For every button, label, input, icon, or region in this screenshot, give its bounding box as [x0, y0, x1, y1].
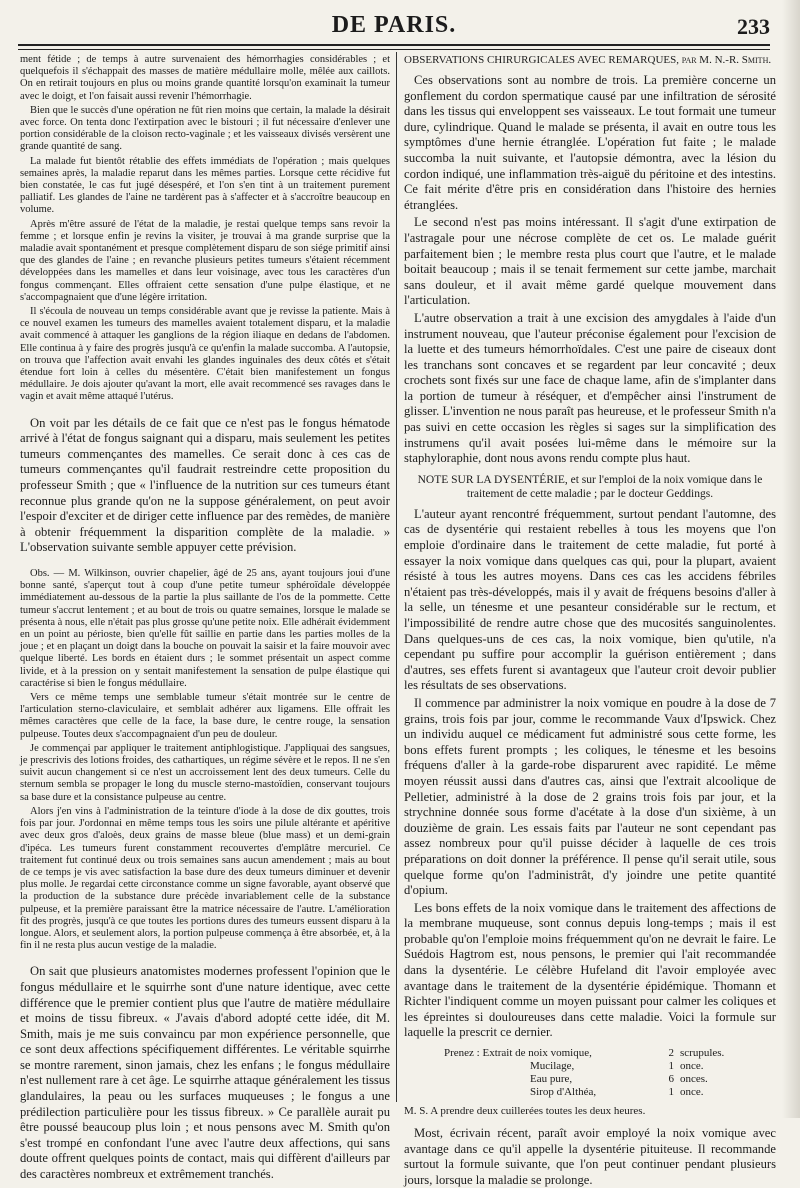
- paragraph: L'autre observation a trait à une excision des amygdales à l'aide d'un instrument nouveau, que l'auteur préconise également pour l'excision de la luette et des tumeurs hémorrhoïdales. C'est une paire de ciseaux dont les tranchans sont concaves et se regardent par leur concavité ; deux crochets sont fixés sur une face de chaque lame, afin de s'implanter dans la portion de tumeur à réséquer, et d'empêcher ainsi l'instrument de glisser. L'invention ne nous paraît pas heureuse, et le professeur Smith n'a pas suivi en cette occasion les règles si sages sur la simplification des instrumens qu'il avait posées lui-même dans le mémoire sur la staphyloraphie, dont nous avons rendu compte plus haut.: [404, 310, 776, 466]
- paragraph: ment fétide ; de temps à autre survenaient des hémorrhagies considérables ; et quelquefois il s'échappait des masses de matière médullaire molle, mêlée aux caillots. On en retirait toujours en plus ou moins grande quantité lorsqu'on examinait la tumeur avec le doigt, et l'on faisait aussi revenir l'hémorrhagie.: [20, 54, 390, 102]
- running-head: [18, 10, 770, 40]
- paragraph: Il s'écoula de nouveau un temps considérable avant que je revisse la patiente. Mais à ce nouvel examen les tumeurs des mamelles avaient totalement disparu, et la maladie avait commencé à attaquer les ganglions de la région iliaque en dedans de l'abdomen. Elle continua à y faire des progrès jusqu'à ce qu'enfin la malade succomba. A l'autopsie, on trouva que l'affection avait envahi les glandes inguinales des deux côtés et s'était étendue fort loin à celles du mésentère. C'était bien manifestement un fongus médullaire. Je dois ajouter qu'avant la mort, elle avait recommencé ses ravages dans le vagin et avait même attaqué l'utérus.: [20, 306, 390, 403]
- paragraph: Most, écrivain récent, paraît avoir employé la noix vomique avec avantage dans ce qu'il appelle la dysentérie pituiteuse. Il recommande surtout la formule suivante, que l'on peut continuer pendant plusieurs jours, lorsque la maladie se prolonge.: [404, 1126, 776, 1187]
- ingredient-quantity: 1: [668, 1060, 674, 1073]
- paragraph: Les bons effets de la noix vomique dans le traitement des affections de la membrane muqueuse, sont connus depuis long-temps ; mais il est probable qu'on l'emploie moins fréquemment qu'on ne devrait le faire. Le Suédois Hagtrom est, nous pensons, le premier qui l'ait recommandée dans la dysentérie. Le célèbre Hufeland dit l'avoir employée avec avantage dans le traitement de la dysentérie épidémique. Thomann et Richter l'indiquent comme un moyen puissant pour calmer les coliques et les épreintes si douloureuses dans cette maladie. Voici la formule sur laquelle la prescrit ce dernier.: [404, 900, 776, 1040]
- formula-row: [444, 1086, 776, 1099]
- spacer: [20, 954, 390, 964]
- paragraph: Après m'être assuré de l'état de la maladie, je restai quelque temps sans revoir la femme ; et lorsque enfin je revins la visiter, je trouvai à ma grande surprise que la maladie avait spontanément et presque complètement disparu de son siége primitif ainsi que des glandes de l'aine ; en revanche plusieurs petites tumeurs s'étaient récemment développées dans les mamelles et dans leur voisinage, avec tous les caractères d'un fongus commençant. Elles offraient cette sensation d'une pulpe élastique, et ne s'accompagnaient que d'une légère irritation.: [20, 218, 390, 303]
- paragraph: L'auteur ayant rencontré fréquemment, surtout pendant l'automne, des cas de dysentérie qui restaient rebelles à tous les moyens que l'on emploie d'ordinaire dans le traitement de cette maladie, fut porté à essayer la noix vomique dans quelques cas qui, pour la plupart, avaient résisté à tous les autres moyens. Dans ces cas les accidens fébriles n'étaient pas très-développés, mais il y avait de fréquens besoins d'aller à la selle, un ténesme et une pesanteur considérable sur le rectum, et l'impossibilité de rendre autre chose que des mucosités sanguinolentes. Dans quelques-uns de ces cas, la noix vomique, bien qu'utile, n'a cependant pu suffire pour accomplir la guérison entièrement ; dans d'autres, ses effets furent si avantageux que l'auteur croit devoir publier les résultats de ses observations.: [404, 506, 776, 693]
- running-title: DE PARIS.: [331, 12, 457, 38]
- ingredient-quantity: 6: [668, 1073, 674, 1086]
- commentary-paragraph: On voit par les détails de ce fait que ce n'est pas le fongus hématode arrivé à l'état de fongus saignant qui a disparu, mais seulement les petites tumeurs commençantes des mamelles. Ce serait donc à ces cas de tumeurs commençantes qu'il faudrait restreindre cette proposition du professeur Smith ; que « l'influence de la nutrition sur ces tumeurs étant reconnue plus grande qu'on ne la suppose généralement, on peut avoir l'espoir d'exciter et de diriger cette influence par des remèdes, de manière à obtenir fréquemment la disparition complète de la maladie. » L'observation suivante semble appuyer cette prévision.: [20, 415, 390, 555]
- paragraph: La malade fut bientôt rétablie des effets immédiats de l'opération ; mais quelques semaines après, la maladie reparut dans les mêmes parties. Lorsque cette récidive fut bien constatée, le cas fut jugé désespéré, et l'on s'en tint à un traitement purement palliatif. Les glandes de l'aine ne tardèrent pas à s'affecter et à s'accroître beaucoup en volume.: [20, 155, 390, 216]
- spacer: [20, 406, 390, 416]
- formula-row: [444, 1047, 776, 1060]
- ingredient-name: Eau pure,: [530, 1073, 573, 1086]
- formula-row: [444, 1073, 776, 1086]
- paragraph: Ces observations sont au nombre de trois. La première concerne un gonflement du cordon spermatique causé par une infiltration de sérosité dans les tissus qui enveloppent ses vaisseaux. Le tout formait une tumeur dure, cylindrique. Quand le malade se présenta, il avait en outre tous les symptômes d'une hernie étranglée. L'opération fut faite ; le malade succomba la nuit suivante, et l'autopsie démontra, avec la lésion du cordon indiqué, une inflammation très-aiguë du péritoine et des intestins. Ce fait mérite d'être pris en considération dans l'histoire des hernies étranglées.: [404, 73, 776, 212]
- spacer: [20, 558, 390, 568]
- paragraph: Vers ce même temps une semblable tumeur s'était montrée sur le centre de l'articulation sterno-claviculaire, et semblait adhérer aux ligamens. Elle offrait les mêmes caractères que celle de la face, la base dure, le centre rouge, la sensation pulpeuse. Toutes deux s'accompagnaient d'un peu de douleur.: [20, 692, 390, 740]
- section-title-observations: OBSERVATIONS CHIRURGICALES AVEC REMARQUES, par M. N.-R. Smith.: [404, 54, 772, 66]
- left-column: [20, 54, 390, 1182]
- ingredient-quantity: 1: [668, 1086, 674, 1099]
- ingredient-name: Sirop d'Althéa,: [530, 1086, 597, 1099]
- page-number: 233: [737, 14, 770, 39]
- formula-note: M. S. A prendre deux cuillerées toutes les deux heures.: [404, 1105, 646, 1118]
- ingredient-unit: once.: [680, 1060, 704, 1073]
- paragraph: Le second n'est pas moins intéressant. Il s'agit d'une extirpation de l'astragale pour une nécrose complète de cet os. Le malade guérit parfaitement bien ; le membre resta plus court que l'autre, et le malade boitait beaucoup ; mais il se tenait fermement sur cette jambe, marchait sans douleur, et il avait même gardé quelque mouvement dans l'articulation.: [404, 215, 776, 308]
- header-rule: [18, 44, 770, 50]
- ingredient-name: Prenez : Extrait de noix vomique,: [444, 1047, 592, 1060]
- section-title-dysenterie: NOTE SUR LA DYSENTÉRIE, et sur l'emploi de la noix vomique dans le traitement de cette maladie ; par le docteur Geddings.: [417, 473, 763, 500]
- ingredient-unit: scrupules.: [680, 1047, 725, 1060]
- observation-paragraph: Obs. — M. Wilkinson, ouvrier chapelier, âgé de 25 ans, ayant toujours joui d'une bonne santé, s'aperçut tout à coup d'une petite tumeur sphéroïdale développée immédiatement au-dessous de la partie la plus saillante de l'os de la pommette. Cette tumeur s'accrut lentement ; et au bout de trois ou quatre semaines, lorsque le malade se présenta à nous, elle n'était pas plus grosse qu'une petite noix. Elle adhérait évidemment en un point au périoste, bien qu'elle fût saillie en partie dans les parties molles de la joue ; et en plaçant un doigt dans la bouche on pouvait la saisir et la faire mouvoir avec quelque liberté. Les bords en étaient durs ; le sommet présentait un aspect comme livide, et à la pression on y sentait manifestement la sensation de pulpe élastique qui caractérise si bien le fongus médullaire.: [20, 568, 390, 689]
- paragraph: Je commençai par appliquer le traitement antiphlogistique. J'appliquai des sangsues, je prescrivis des lotions froides, des cathartiques, un régime sévère et le repos. Il ne s'en suivit aucun changement si ce n'est un accroissement lent des deux tumeurs. Celle du sternum sembla se propager le long du muscle sterno-mastoïdien, conservant toujours sa base dure et la consistance pulpeuse au centre.: [20, 742, 390, 803]
- prescription-formula: [444, 1047, 776, 1099]
- paragraph: Alors j'en vins à l'administration de la teinture d'iode à la dose de dix gouttes, trois fois par jour. J'ordonnai en même temps tous les soirs une pilule altérante et apéritive avec deux gros d'aloès, deux grains de masse bleue (blue mass) et un demi-grain d'ipéca. Les tumeurs furent constamment recouvertes d'emplâtre mercuriel. Ce traitement fut continué deux ou trois semaines sans aucun amendement ; mais au bout de ce temps je vis avec satisfaction la base dure des deux tumeurs diminuer et devenir plus molle. Je regardai cette circonstance comme un signe favorable, ayant observé que la production de la substance dure précède invariablement celle de la substance pulpeuse, et la première paraissant être la matrice nécessaire de l'autre. L'amélioration fit des progrès, jusqu'à ce que toutes les portions dures des tumeurs eussent disparu à la longue. Alors, et seulement alors, la portion pulpeuse commença à être absorbée, et, à la fin il ne resta plus aucun vestige de la maladie.: [20, 805, 390, 952]
- ingredient-name: Mucilage,: [530, 1060, 575, 1073]
- ingredient-unit: once.: [680, 1086, 704, 1099]
- formula-row: [444, 1060, 776, 1073]
- scan-edge-shadow: [782, 0, 800, 1118]
- ingredient-unit: onces.: [680, 1073, 708, 1086]
- column-divider: [396, 52, 397, 1102]
- right-column: [404, 54, 776, 1187]
- ingredient-quantity: 2: [668, 1047, 674, 1060]
- paragraph: Bien que le succès d'une opération ne fût rien moins que certain, la malade la désirait avec force. On tenta donc l'extirpation avec le bistouri ; il fut nécessaire d'enlever une portion considérable de la cloison recto-vaginale ; et les vaisseaux divisés versèrent une grande quantité de sang.: [20, 104, 390, 153]
- paragraph: Il commence par administrer la noix vomique en poudre à la dose de 7 grains, trois fois par jour, comme le recommande Vaux d'Ipswick. Chez un individu auquel ce médicament fut administré sous cette forme, les bons effets furent prompts ; les coliques, le ténesme et les besoins fréquens d'aller à la garde-robe disparurent avec rapidité. Le même moyen réussit aussi dans d'autres cas, ainsi que l'extrait alcoolique de Pelletier, administré à la dose de 2 grains trois fois par jour, et la strychnine donnée sous forme d'acétate à la dose d'un sixième, à un douzième de grain. Les essais faits par l'auteur ne sont cependant pas assez nombreux pour qu'il puisse décider à laquelle de ces trois préparations on doit donner la préférence. Il pense qu'il serait utile, sous quelque forme qu'on l'administrât, d'y joindre une petite quantité d'opium.: [404, 695, 776, 898]
- commentary-paragraph: On sait que plusieurs anatomistes modernes professent l'opinion que le fongus médullaire et le squirrhe sont d'une nature identique, avec cette différence que le premier contient plus que l'autre de matière médullaire et moins de tissu fibreux. « J'avais d'abord adopté cette idée, dit M. Smith, mais je me suis convaincu par mon expérience personnelle, que ce sont deux affections spécifiquement différentes. Le véritable squirrhe se montre rarement, sinon jamais, chez les enfans ; le fongus médullaire n'est nullement rare à cet âge. Le squirrhe attaque généralement les tissus glandulaires, la peau ou les surfaces muqueuses ; le fongus a une prédilection particulière pour les tissus fibreux. » Ce parallèle aurait pu être poussé beaucoup plus loin ; et nous pensons avec M. Smith qu'on s'est trompé en confondant l'une avec l'autre deux affections, qui sans doute offrent quelques points de contact, mais qui diffèrent d'ailleurs par des caractères nombreux et extrêmement tranchés.: [20, 964, 390, 1182]
